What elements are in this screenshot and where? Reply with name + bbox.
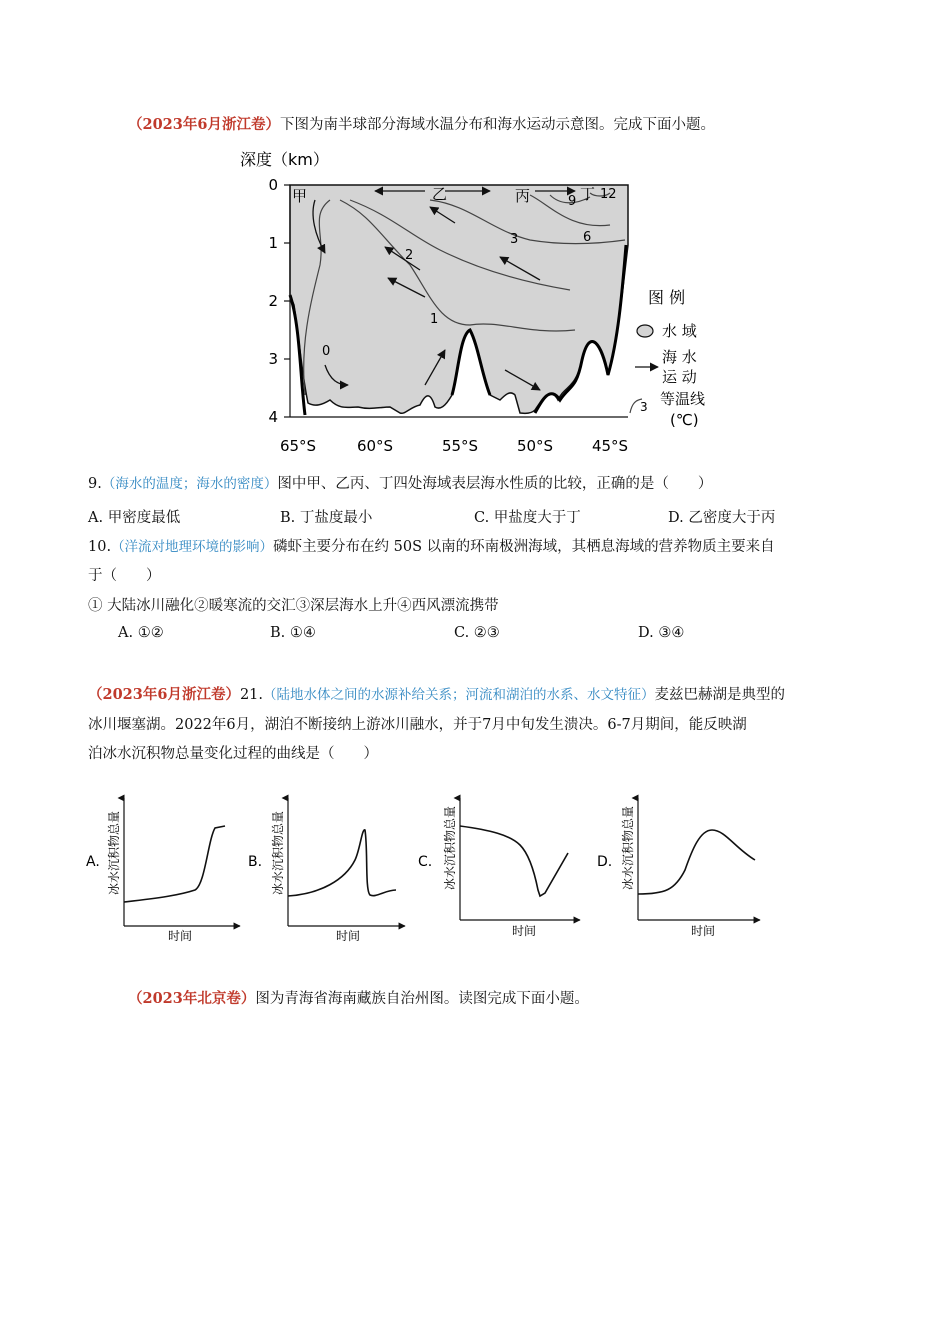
legend-title: 图 例 [648, 288, 686, 307]
q10-items: ① 大陆冰川融化②暖寒流的交汇③深层海水上升④西风漂流携带 [88, 598, 499, 614]
chart-d[interactable] [597, 798, 760, 938]
q10-stem-line [88, 537, 775, 557]
chart-b-ylabel: 冰水沉积物总量 [271, 810, 285, 895]
legend-isotherm-label: 等温线 [660, 390, 706, 408]
q1-intro: 下图为南半球部分海域水温分布和海水运动示意图。完成下面小题。 [279, 117, 715, 133]
q21-stem-line [88, 685, 785, 705]
chart-a-ylabel: 冰水沉积物总量 [107, 810, 121, 895]
q21-source: （2023年6月浙江卷） [88, 686, 240, 703]
chart-c-xlabel: 时间 [512, 924, 537, 938]
site-yi: 乙 [432, 185, 448, 203]
legend-motion-label-1: 海 水 [662, 348, 697, 366]
legend-isotherm-value: 3 [640, 400, 648, 414]
site-ding: 丁 [580, 185, 596, 203]
isotherm-label-12: 12 [600, 187, 617, 202]
q21-stem-b: 冰川堰塞湖。2022年6月，湖泊不断接纳上游冰川融水，并于7月中旬发生溃决。6-7月期间，能反映湖 [88, 717, 747, 733]
isotherm-label-9: 9 [568, 194, 577, 209]
q1-intro-line [128, 115, 715, 135]
legend-isotherm-unit: (℃) [670, 411, 699, 429]
chart-a-xlabel: 时间 [168, 929, 193, 943]
chart-c-curve [460, 826, 568, 896]
lat-tick: 55°S [441, 437, 479, 455]
q1-source: （2023年6月浙江卷） [128, 116, 280, 133]
q9-option-d[interactable]: D. 乙密度大于丙 [668, 510, 776, 526]
q21-stem-a: 麦兹巴赫湖是典型的 [654, 687, 786, 703]
chart-d-label: D. [597, 854, 613, 870]
q21-tag: （陆地水体之间的水源补给关系；河流和湖泊的水系、水文特征） [263, 687, 655, 703]
q10-option-b[interactable]: B. ①④ [270, 625, 316, 641]
ocean-cross-section-figure [230, 145, 730, 465]
q21-stem-c: 泊冰水沉积物总量变化过程的曲线是（ ） [88, 746, 378, 762]
depth-tick: 3 [268, 350, 278, 368]
lat-tick: 50°S [516, 437, 554, 455]
site-jia: 甲 [292, 187, 308, 205]
legend-water-swatch [637, 325, 653, 337]
lat-tick: 60°S [356, 437, 394, 455]
chart-b[interactable] [248, 798, 405, 943]
chart-a-curve [124, 826, 225, 902]
q-next-source: （2023年北京卷） [128, 990, 256, 1007]
q9-option-c[interactable]: C. 甲盐度大于丁 [474, 510, 581, 526]
isotherm-label-3: 3 [510, 232, 519, 247]
q10-stem-a: 磷虾主要分布在约 50S 以南的环南极洲海域，其栖息海域的营养物质主要来自 [273, 539, 775, 555]
chart-d-xlabel: 时间 [691, 924, 716, 938]
lat-tick: 45°S [591, 437, 629, 455]
depth-tick: 2 [268, 292, 278, 310]
q21-number: 21. [239, 687, 264, 703]
q9-stem: 图中甲、乙丙、丁四处海域表层海水性质的比较，正确的是（ ） [277, 476, 713, 492]
depth-tick: 4 [268, 408, 278, 426]
q9-number: 9. [88, 476, 102, 492]
q10-stem-b: 于（ ） [88, 568, 161, 584]
isotherm-label-1: 1 [430, 312, 439, 327]
chart-a-label: A. [86, 854, 100, 870]
chart-d-ylabel: 冰水沉积物总量 [621, 805, 635, 890]
q9-option-b[interactable]: B. 丁盐度最小 [280, 510, 373, 526]
q10-option-d[interactable]: D. ③④ [638, 625, 685, 641]
chart-b-label: B. [248, 854, 263, 870]
chart-b-xlabel: 时间 [336, 929, 361, 943]
chart-d-curve [638, 830, 755, 894]
chart-c[interactable] [418, 798, 580, 938]
q9-tag: （海水的温度；海水的密度） [101, 476, 278, 492]
depth-tick: 1 [268, 234, 278, 252]
isotherm-label-6: 6 [583, 230, 592, 245]
isotherm-label-0: 0 [322, 344, 331, 359]
legend-motion-label-2: 运 动 [662, 368, 697, 386]
chart-a[interactable] [86, 798, 240, 943]
depth-axis-label: 深度（km） [240, 150, 329, 169]
site-bing: 丙 [515, 187, 531, 205]
q10-tag: （洋流对地理环境的影响） [111, 539, 274, 555]
q10-option-c[interactable]: C. ②③ [454, 625, 500, 641]
q-next-intro-line [128, 989, 589, 1009]
q-next-intro: 图为青海省海南藏族自治州图。读图完成下面小题。 [255, 991, 589, 1007]
q9-option-a[interactable]: A. 甲密度最低 [88, 510, 181, 526]
legend-water-label: 水 域 [662, 322, 697, 340]
chart-b-curve [288, 830, 396, 896]
q21-curve-charts [80, 790, 780, 950]
lat-tick: 65°S [279, 437, 317, 455]
isotherm-label-2: 2 [405, 248, 414, 263]
chart-c-ylabel: 冰水沉积物总量 [443, 805, 457, 890]
depth-tick: 0 [268, 176, 278, 194]
q10-option-a[interactable]: A. ①② [118, 625, 164, 641]
q9-stem-line [88, 474, 712, 494]
q10-number: 10. [88, 539, 112, 555]
chart-c-label: C. [418, 854, 433, 870]
